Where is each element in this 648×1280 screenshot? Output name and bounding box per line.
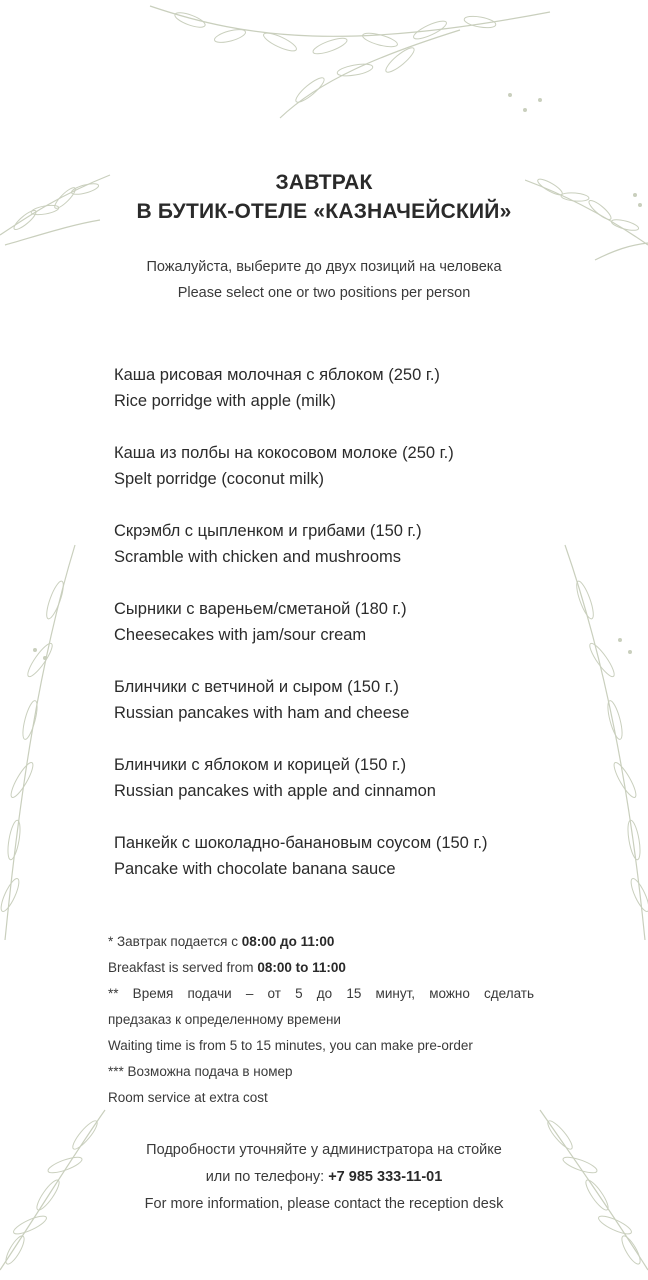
footer-line-2 — [0, 1164, 648, 1191]
notes-section — [108, 929, 534, 1111]
footer-contact — [0, 1137, 648, 1218]
menu-item — [114, 674, 614, 726]
subtitle-en: Please select one or two positions per person — [177, 285, 471, 301]
top-branch-decoration — [130, 0, 570, 125]
menu-item-ru: Каша из полбы на кокосовом молоке (250 г.) — [114, 444, 454, 462]
menu-item-en: Scramble with chicken and mushrooms — [114, 548, 402, 566]
menu-item — [114, 362, 614, 414]
wait-en-note: Waiting time is from 5 to 15 minutes, you can make pre-order — [108, 1038, 473, 1053]
menu-item — [114, 596, 614, 648]
menu-item-en: Spelt porridge (coconut milk) — [114, 470, 325, 488]
page-title — [0, 168, 648, 226]
served-ru-prefix: * Завтрак подается с — [108, 934, 242, 949]
menu-item — [114, 518, 614, 570]
subtitle-ru: Пожалуйста, выберите до двух позиций на человека — [146, 259, 502, 275]
menu-item-en: Cheesecakes with jam/sour cream — [114, 626, 367, 644]
left-side-branch-decoration — [0, 540, 80, 940]
footer-phone-prefix: или по телефону: — [205, 1169, 329, 1185]
title-line-2: В БУТИК-ОТЕЛЕ «КАЗНАЧЕЙСКИЙ» — [136, 200, 512, 223]
room-en-note: Room service at extra cost — [108, 1090, 268, 1105]
menu-item — [114, 830, 614, 882]
menu-item — [114, 752, 614, 804]
footer-line-1: Подробности уточняйте у администратора на стойке — [146, 1142, 502, 1158]
menu-item-en: Pancake with chocolate banana sauce — [114, 860, 396, 878]
served-ru-time: 08:00 до 11:00 — [241, 934, 335, 949]
served-ru-note — [108, 929, 534, 955]
title-line-1: ЗАВТРАК — [275, 171, 373, 194]
served-en-time: 08:00 to 11:00 — [257, 960, 346, 975]
phone-number[interactable]: +7 985 333-11-01 — [328, 1169, 443, 1185]
menu-item-ru: Блинчики с ветчиной и сыром (150 г.) — [114, 678, 399, 696]
menu-item-ru: Панкейк с шоколадно-банановым соусом (150 г.) — [114, 834, 488, 852]
wait-ru-note-line1: ** Время подачи – от 5 до 15 минут, можно сделать — [108, 986, 534, 1001]
menu-item-ru: Сырники с вареньем/сметаной (180 г.) — [114, 600, 407, 618]
menu-item-en: Russian pancakes with ham and cheese — [114, 704, 410, 722]
served-en-prefix: Breakfast is served from — [108, 960, 258, 975]
menu-item-ru: Скрэмбл с цыпленком и грибами (150 г.) — [114, 522, 422, 540]
served-en-note — [108, 955, 534, 981]
room-ru-note: *** Возможна подача в номер — [108, 1064, 293, 1079]
menu-list — [114, 362, 614, 908]
menu-item-ru: Каша рисовая молочная с яблоком (250 г.) — [114, 366, 440, 384]
menu-item-ru: Блинчики с яблоком и корицей (150 г.) — [114, 756, 407, 774]
menu-item-en: Rice porridge with apple (milk) — [114, 392, 336, 410]
footer-line-3: For more information, please contact the reception desk — [144, 1196, 504, 1212]
menu-item-en: Russian pancakes with apple and cinnamon — [114, 782, 436, 800]
subtitle — [0, 254, 648, 306]
wait-ru-note-line2: предзаказ к определенному времени — [108, 1012, 341, 1027]
menu-item — [114, 440, 614, 492]
